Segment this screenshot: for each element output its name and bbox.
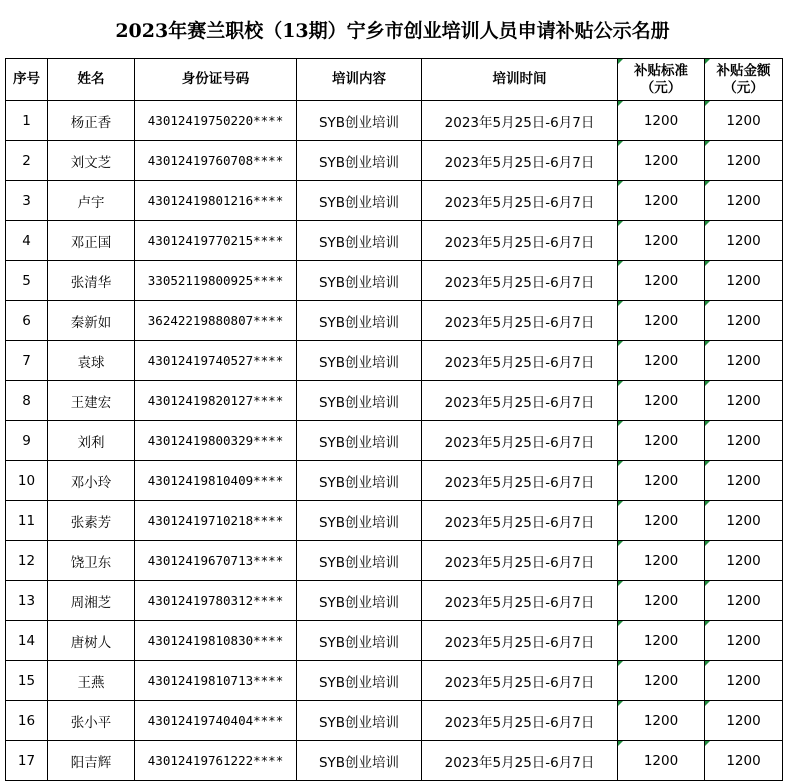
cell-index: 4 — [6, 221, 48, 261]
cell-standard: 1200 — [618, 341, 705, 381]
header-cell: 补贴金额 （元） — [705, 59, 783, 101]
cell-standard: 1200 — [618, 621, 705, 661]
cell-name: 邓正国 — [48, 221, 135, 261]
cell-name: 阳吉辉 — [48, 741, 135, 781]
subsidy-table — [5, 58, 783, 781]
cell-id-number: 43012419810830**** — [135, 621, 297, 661]
cell-amount: 1200 — [705, 181, 783, 221]
cell-id-number: 43012419710218**** — [135, 501, 297, 541]
cell-period: 2023年5月25日-6月7日 — [422, 701, 618, 741]
cell-index: 5 — [6, 261, 48, 301]
table-row — [6, 181, 783, 221]
cell-period: 2023年5月25日-6月7日 — [422, 381, 618, 421]
cell-name: 王燕 — [48, 661, 135, 701]
cell-standard: 1200 — [618, 461, 705, 501]
cell-course: SYB创业培训 — [297, 181, 422, 221]
cell-period: 2023年5月25日-6月7日 — [422, 621, 618, 661]
cell-amount: 1200 — [705, 101, 783, 141]
table-row — [6, 541, 783, 581]
cell-amount: 1200 — [705, 301, 783, 341]
cell-course: SYB创业培训 — [297, 661, 422, 701]
cell-course: SYB创业培训 — [297, 221, 422, 261]
table-body — [6, 101, 783, 781]
cell-standard: 1200 — [618, 541, 705, 581]
cell-period: 2023年5月25日-6月7日 — [422, 181, 618, 221]
cell-course: SYB创业培训 — [297, 541, 422, 581]
cell-index: 11 — [6, 501, 48, 541]
cell-standard: 1200 — [618, 421, 705, 461]
table-row — [6, 461, 783, 501]
cell-course: SYB创业培训 — [297, 101, 422, 141]
cell-id-number: 43012419770215**** — [135, 221, 297, 261]
cell-id-number: 43012419761222**** — [135, 741, 297, 781]
header-cell: 补贴标准 （元） — [618, 59, 705, 101]
cell-name: 卢宇 — [48, 181, 135, 221]
cell-standard: 1200 — [618, 221, 705, 261]
cell-amount: 1200 — [705, 261, 783, 301]
cell-index: 2 — [6, 141, 48, 181]
cell-course: SYB创业培训 — [297, 741, 422, 781]
cell-course: SYB创业培训 — [297, 341, 422, 381]
table-row — [6, 741, 783, 781]
cell-course: SYB创业培训 — [297, 421, 422, 461]
table-row — [6, 301, 783, 341]
cell-period: 2023年5月25日-6月7日 — [422, 541, 618, 581]
table-row — [6, 261, 783, 301]
header-row — [6, 59, 783, 101]
cell-period: 2023年5月25日-6月7日 — [422, 221, 618, 261]
header-cell: 身份证号码 — [135, 59, 297, 101]
cell-amount: 1200 — [705, 701, 783, 741]
cell-index: 16 — [6, 701, 48, 741]
cell-name: 邓小玲 — [48, 461, 135, 501]
cell-course: SYB创业培训 — [297, 301, 422, 341]
cell-standard: 1200 — [618, 501, 705, 541]
cell-id-number: 43012419760708**** — [135, 141, 297, 181]
cell-index: 6 — [6, 301, 48, 341]
cell-standard: 1200 — [618, 381, 705, 421]
cell-name: 张小平 — [48, 701, 135, 741]
header-cell: 姓名 — [48, 59, 135, 101]
cell-period: 2023年5月25日-6月7日 — [422, 741, 618, 781]
cell-period: 2023年5月25日-6月7日 — [422, 661, 618, 701]
cell-name: 饶卫东 — [48, 541, 135, 581]
cell-id-number: 33052119800925**** — [135, 261, 297, 301]
cell-index: 3 — [6, 181, 48, 221]
header-cell: 培训内容 — [297, 59, 422, 101]
cell-name: 张清华 — [48, 261, 135, 301]
cell-id-number: 43012419810713**** — [135, 661, 297, 701]
cell-amount: 1200 — [705, 541, 783, 581]
cell-standard: 1200 — [618, 301, 705, 341]
cell-standard: 1200 — [618, 101, 705, 141]
cell-period: 2023年5月25日-6月7日 — [422, 581, 618, 621]
cell-amount: 1200 — [705, 341, 783, 381]
cell-amount: 1200 — [705, 141, 783, 181]
table-row — [6, 101, 783, 141]
cell-index: 12 — [6, 541, 48, 581]
header-cell: 序号 — [6, 59, 48, 101]
cell-amount: 1200 — [705, 501, 783, 541]
page-title: 2023年赛兰职校（13期）宁乡市创业培训人员申请补贴公示名册 — [115, 19, 670, 42]
cell-standard: 1200 — [618, 181, 705, 221]
cell-amount: 1200 — [705, 621, 783, 661]
cell-name: 杨正香 — [48, 101, 135, 141]
cell-id-number: 43012419670713**** — [135, 541, 297, 581]
cell-index: 10 — [6, 461, 48, 501]
cell-index: 8 — [6, 381, 48, 421]
table-row — [6, 221, 783, 261]
table-row — [6, 701, 783, 741]
cell-id-number: 43012419750220**** — [135, 101, 297, 141]
table-row — [6, 661, 783, 701]
cell-course: SYB创业培训 — [297, 501, 422, 541]
cell-amount: 1200 — [705, 421, 783, 461]
cell-name: 张素芳 — [48, 501, 135, 541]
cell-course: SYB创业培训 — [297, 581, 422, 621]
cell-id-number: 43012419780312**** — [135, 581, 297, 621]
cell-name: 袁球 — [48, 341, 135, 381]
cell-amount: 1200 — [705, 221, 783, 261]
cell-id-number: 43012419740527**** — [135, 341, 297, 381]
cell-course: SYB创业培训 — [297, 621, 422, 661]
table-row — [6, 421, 783, 461]
cell-period: 2023年5月25日-6月7日 — [422, 501, 618, 541]
cell-course: SYB创业培训 — [297, 701, 422, 741]
cell-period: 2023年5月25日-6月7日 — [422, 461, 618, 501]
cell-amount: 1200 — [705, 661, 783, 701]
cell-name: 刘文芝 — [48, 141, 135, 181]
cell-standard: 1200 — [618, 581, 705, 621]
cell-index: 15 — [6, 661, 48, 701]
header-cell: 培训时间 — [422, 59, 618, 101]
cell-index: 14 — [6, 621, 48, 661]
cell-index: 1 — [6, 101, 48, 141]
cell-id-number: 36242219880807**** — [135, 301, 297, 341]
table-row — [6, 581, 783, 621]
cell-period: 2023年5月25日-6月7日 — [422, 261, 618, 301]
cell-period: 2023年5月25日-6月7日 — [422, 301, 618, 341]
table-row — [6, 501, 783, 541]
cell-id-number: 43012419810409**** — [135, 461, 297, 501]
cell-name: 王建宏 — [48, 381, 135, 421]
cell-name: 周湘芝 — [48, 581, 135, 621]
cell-amount: 1200 — [705, 581, 783, 621]
cell-period: 2023年5月25日-6月7日 — [422, 421, 618, 461]
cell-course: SYB创业培训 — [297, 381, 422, 421]
cell-period: 2023年5月25日-6月7日 — [422, 341, 618, 381]
cell-index: 17 — [6, 741, 48, 781]
cell-period: 2023年5月25日-6月7日 — [422, 141, 618, 181]
cell-standard: 1200 — [618, 661, 705, 701]
cell-name: 秦新如 — [48, 301, 135, 341]
table-row — [6, 381, 783, 421]
cell-id-number: 43012419740404**** — [135, 701, 297, 741]
cell-course: SYB创业培训 — [297, 261, 422, 301]
cell-amount: 1200 — [705, 381, 783, 421]
table-row — [6, 341, 783, 381]
cell-name: 唐树人 — [48, 621, 135, 661]
cell-id-number: 43012419801216**** — [135, 181, 297, 221]
cell-standard: 1200 — [618, 141, 705, 181]
cell-name: 刘利 — [48, 421, 135, 461]
table-row — [6, 141, 783, 181]
cell-course: SYB创业培训 — [297, 141, 422, 181]
cell-amount: 1200 — [705, 741, 783, 781]
cell-period: 2023年5月25日-6月7日 — [422, 101, 618, 141]
cell-index: 13 — [6, 581, 48, 621]
cell-index: 9 — [6, 421, 48, 461]
cell-id-number: 43012419800329**** — [135, 421, 297, 461]
cell-standard: 1200 — [618, 701, 705, 741]
cell-standard: 1200 — [618, 261, 705, 301]
cell-course: SYB创业培训 — [297, 461, 422, 501]
cell-id-number: 43012419820127**** — [135, 381, 297, 421]
cell-index: 7 — [6, 341, 48, 381]
cell-standard: 1200 — [618, 741, 705, 781]
cell-amount: 1200 — [705, 461, 783, 501]
table-row — [6, 621, 783, 661]
